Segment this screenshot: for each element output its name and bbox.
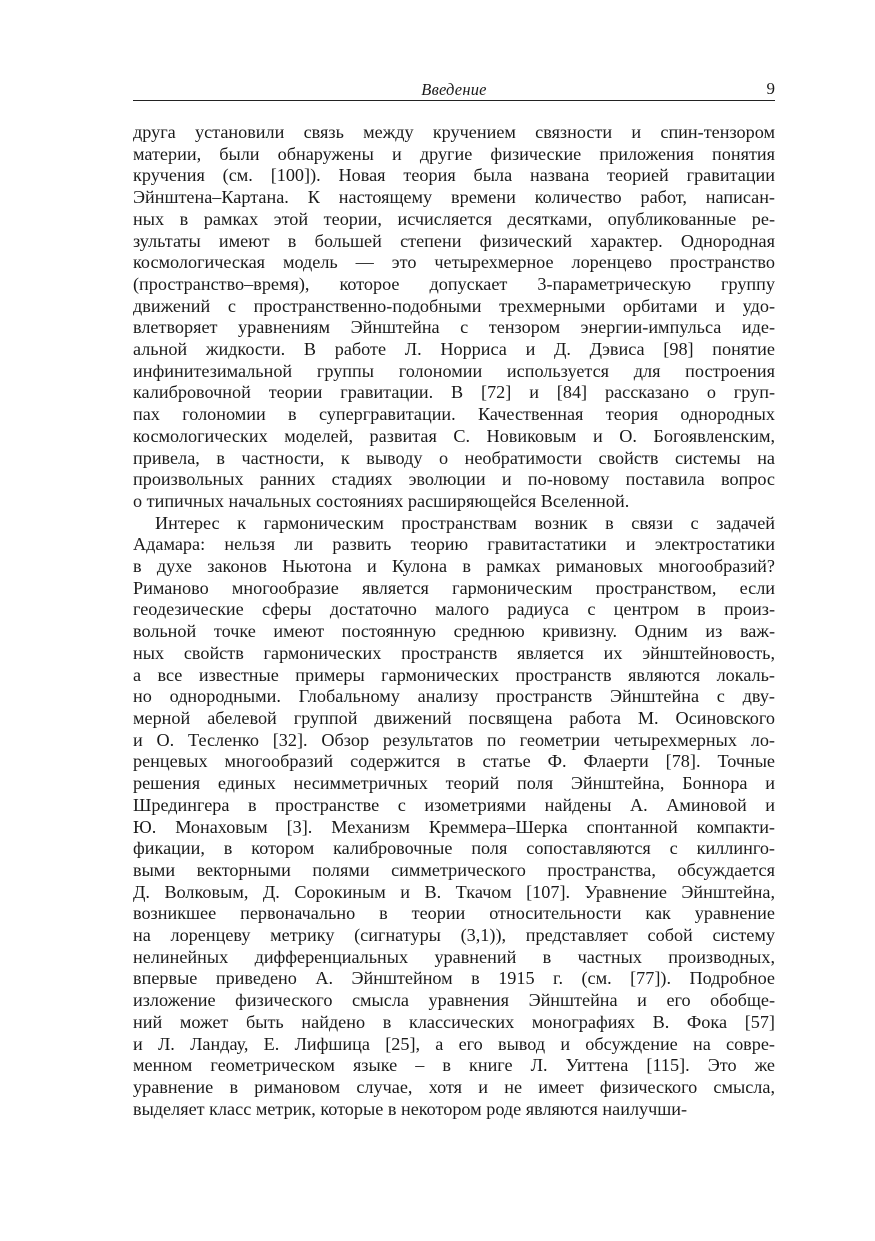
text-line: изложение физического смысла уравнения Эйнштейна и его обобще- xyxy=(133,990,775,1011)
text-line: на лоренцеву метрику (сигнатуры (3,1)), представляет собой систему xyxy=(133,925,775,946)
text-line: друга установили связь между кручением связности и спин-тензором xyxy=(133,122,775,142)
text-line: менном геометрическом языке – в книге Л. Уиттена [115]. Это же xyxy=(133,1055,775,1076)
text-line: в духе законов Ньютона и Кулона в рамках римановых многообразий? xyxy=(133,556,775,577)
text-line: ных в рамках этой теории, исчисляется десятками, опубликованные ре- xyxy=(133,208,775,229)
text-line: Ю. Монаховым [3]. Механизм Креммера–Шерка спонтанной компакти- xyxy=(133,816,775,837)
text-line: Интерес к гармоническим пространствам возник в связи с задачей xyxy=(155,512,775,533)
text-line: привела, в частности, к выводу о необратимости свойств системы на xyxy=(133,447,775,468)
text-line: калибровочной теории гравитации. В [72] и [84] рассказано о груп- xyxy=(133,382,775,403)
text-line: о типичных начальных состояниях расширяющейся Вселенной. xyxy=(133,490,630,511)
text-line: пах голономии в супергравитации. Качественная теория однородных xyxy=(133,404,775,425)
text-line: уравнение в римановом случае, хотя и не имеет физического смысла, xyxy=(133,1076,775,1097)
page-number: 9 xyxy=(766,79,775,98)
text-line: Риманово многообразие является гармоническим пространством, если xyxy=(133,577,775,598)
text-line: выми векторными полями симметрического пространства, обсуждается xyxy=(133,859,775,880)
text-line: Эйнштена–Картана. К настоящему времени количество работ, написан- xyxy=(133,187,775,208)
text-line: движений с пространственно-подобными трехмерными орбитами и удо- xyxy=(133,295,775,316)
text-line: материи, были обнаружены и другие физические приложения понятия xyxy=(133,143,775,164)
body-text xyxy=(133,122,775,1120)
text-line: и О. Тесленко [32]. Обзор результатов по геометрии четырехмерных ло- xyxy=(133,729,775,750)
text-line: геодезические сферы достаточно малого радиуса с центром в произ- xyxy=(133,599,775,620)
text-line: космологическая модель — это четырехмерное лоренцево пространство xyxy=(133,252,775,273)
text-line: выделяет класс метрик, которые в некотором роде являются наилучши- xyxy=(133,1098,688,1119)
text-line: кручения (см. [100]). Новая теория была названа теорией гравитации xyxy=(133,165,775,186)
text-line: а все известные примеры гармонических пространств являются локаль- xyxy=(133,664,775,685)
text-line: Адамара: нельзя ли развить теорию гравитастатики и электростатики xyxy=(133,534,775,555)
text-line: инфинитезимальной группы голономии используется для построения xyxy=(133,360,775,381)
book-page xyxy=(133,78,775,1120)
text-line: вольной точке имеют постоянную среднюю кривизну. Одним из важ- xyxy=(133,621,775,642)
text-line: решения единых несимметричных теорий поля Эйнштейна, Боннора и xyxy=(133,773,775,794)
text-line: Д. Волковым, Д. Сорокиным и В. Ткачом [107]. Уравнение Эйнштейна, xyxy=(133,881,775,902)
text-line: Шредингера в пространстве с изометриями найдены А. Аминовой и xyxy=(133,794,775,815)
text-line: ний может быть найдено в классических монографиях В. Фока [57] xyxy=(133,1011,775,1032)
text-line: возникшее первоначально в теории относительности как уравнение xyxy=(133,903,775,924)
text-line: произвольных ранних стадиях эволюции и по-новому поставила вопрос xyxy=(133,469,775,490)
text-line: космологических моделей, развитая С. Новиковым и О. Богоявленским, xyxy=(133,425,775,446)
text-line: альной жидкости. В работе Л. Норриса и Д. Дэвиса [98] понятие xyxy=(133,339,775,360)
text-line: ренцевых многообразий содержится в статье Ф. Флаерти [78]. Точные xyxy=(133,751,775,772)
text-line: но однородными. Глобальному анализу пространств Эйнштейна с дву- xyxy=(133,686,775,707)
text-line: мерной абелевой группой движений посвящена работа М. Осиновского xyxy=(133,707,775,728)
text-line: (пространство–время), которое допускает 3-параметрическую группу xyxy=(133,273,775,294)
paragraph xyxy=(133,513,775,1121)
text-line: впервые приведено А. Эйнштейном в 1915 г. (см. [77]). Подробное xyxy=(133,968,775,989)
text-line: и Л. Ландау, Е. Лифшица [25], а его вывод и обсуждение на совре- xyxy=(133,1033,775,1054)
running-title: Введение xyxy=(421,80,487,99)
text-line: ных свойств гармонических пространств является их эйнштейновость, xyxy=(133,642,775,663)
paragraph xyxy=(133,122,775,513)
text-line: нелинейных дифференциальных уравнений в частных производных, xyxy=(133,946,775,967)
text-line: зультаты имеют в большей степени физический характер. Однородная xyxy=(133,230,775,251)
text-line: влетворяет уравнениям Эйнштейна с тензором энергии-импульса иде- xyxy=(133,317,775,338)
running-header xyxy=(133,78,775,101)
text-line: фикации, в котором калибровочные поля сопоставляются с киллинго- xyxy=(133,838,775,859)
